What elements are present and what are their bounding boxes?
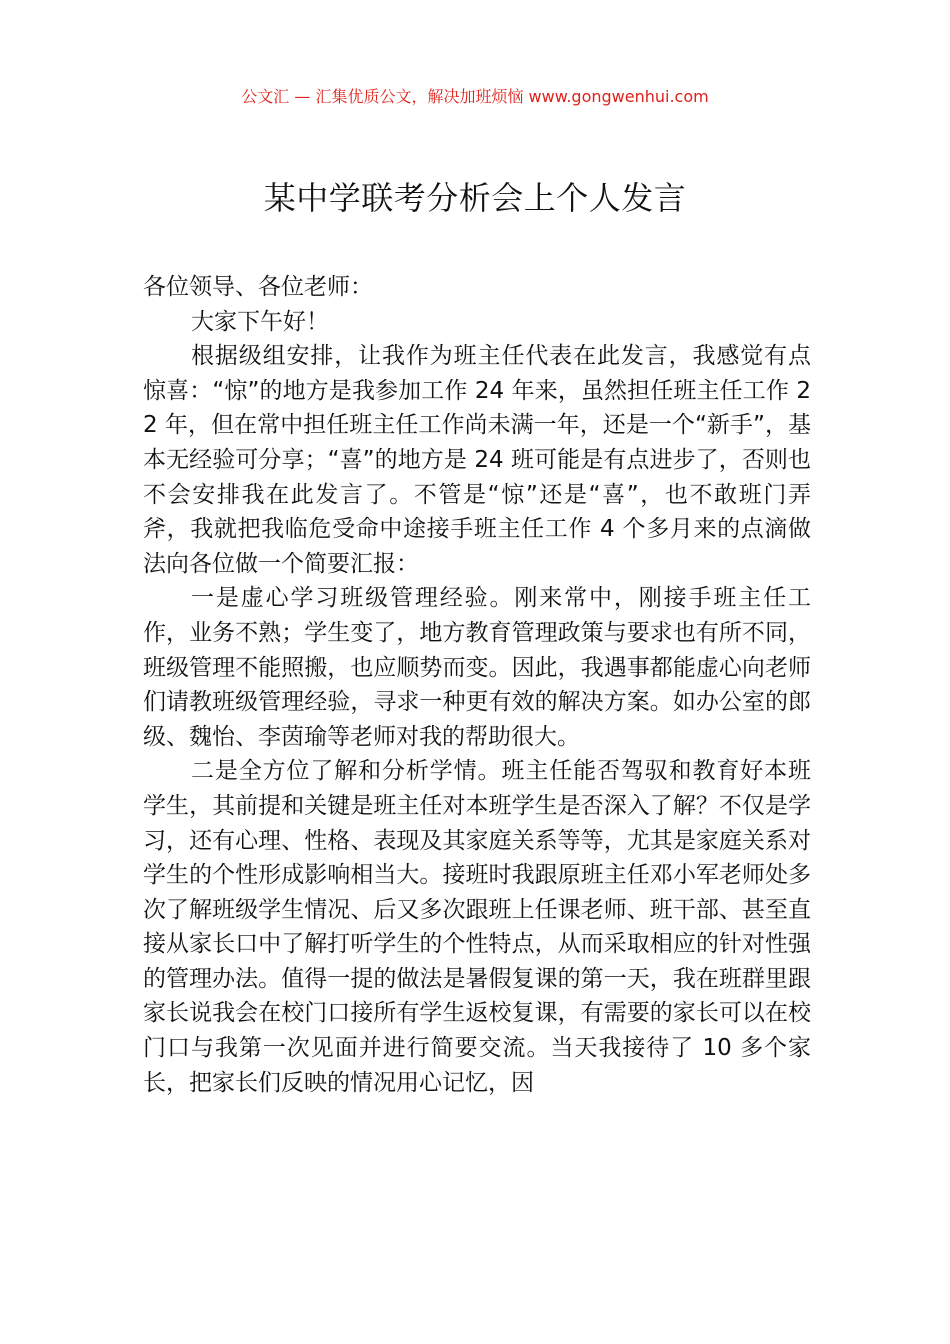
- document-title: 某中学联考分析会上个人发言: [263, 179, 687, 217]
- header-banner: 公文汇 — 汇集优质公文，解决加班烦恼 www.gongwenhui.com: [241, 87, 709, 106]
- paragraph-intro: 根据级组安排，让我作为班主任代表在此发言，我感觉有点惊喜：“惊”的地方是我参加工作 24 年来，虽然担任班主任工作 22 年，但在常中担任班主任工作尚未满一年，还是一个“新手”，基本无经验可分享；“喜”的地方是 24 班可能是有点进步了，否则也不会安排我在此发言了。不管是“惊”还是“喜”，也不敢班门弄斧，我就把我临危受命中途接手班主任工作 4 个多月来的点滴做法向各位做一个简要汇报：: [143, 343, 811, 577]
- greeting: 大家下午好！: [191, 308, 329, 335]
- document-body: [143, 270, 811, 1100]
- paragraph-point-two: 二是全方位了解和分析学情。班主任能否驾驭和教育好本班学生，其前提和关键是班主任对本班学生是否深入了解？不仅是学习，还有心理、性格、表现及其家庭关系等等，尤其是家庭关系对学生的个性形成影响相当大。接班时我跟原班主任邓小军老师处多次了解班级学生情况、后又多次跟班上任课老师、班干部、甚至直接从家长口中了解打听学生的个性特点，从而采取相应的针对性强的管理办法。值得一提的做法是暑假复课的第一天，我在班群里跟家长说我会在校门口接所有学生返校复课，有需要的家长可以在校门口与我第一次见面并进行简要交流。当天我接待了 10 多个家长，把家长们反映的情况用心记忆，因: [143, 758, 811, 1096]
- paragraph-point-one: 一是虚心学习班级管理经验。刚来常中，刚接手班主任工作，业务不熟；学生变了，地方教育管理政策与要求也有所不同，班级管理不能照搬，也应顺势而变。因此，我遇事都能虚心向老师们请教班级管理经验，寻求一种更有效的解决方案。如办公室的郎级、魏怡、李茵瑜等老师对我的帮助很大。: [143, 585, 811, 750]
- salutation: 各位领导、各位老师：: [143, 274, 373, 300]
